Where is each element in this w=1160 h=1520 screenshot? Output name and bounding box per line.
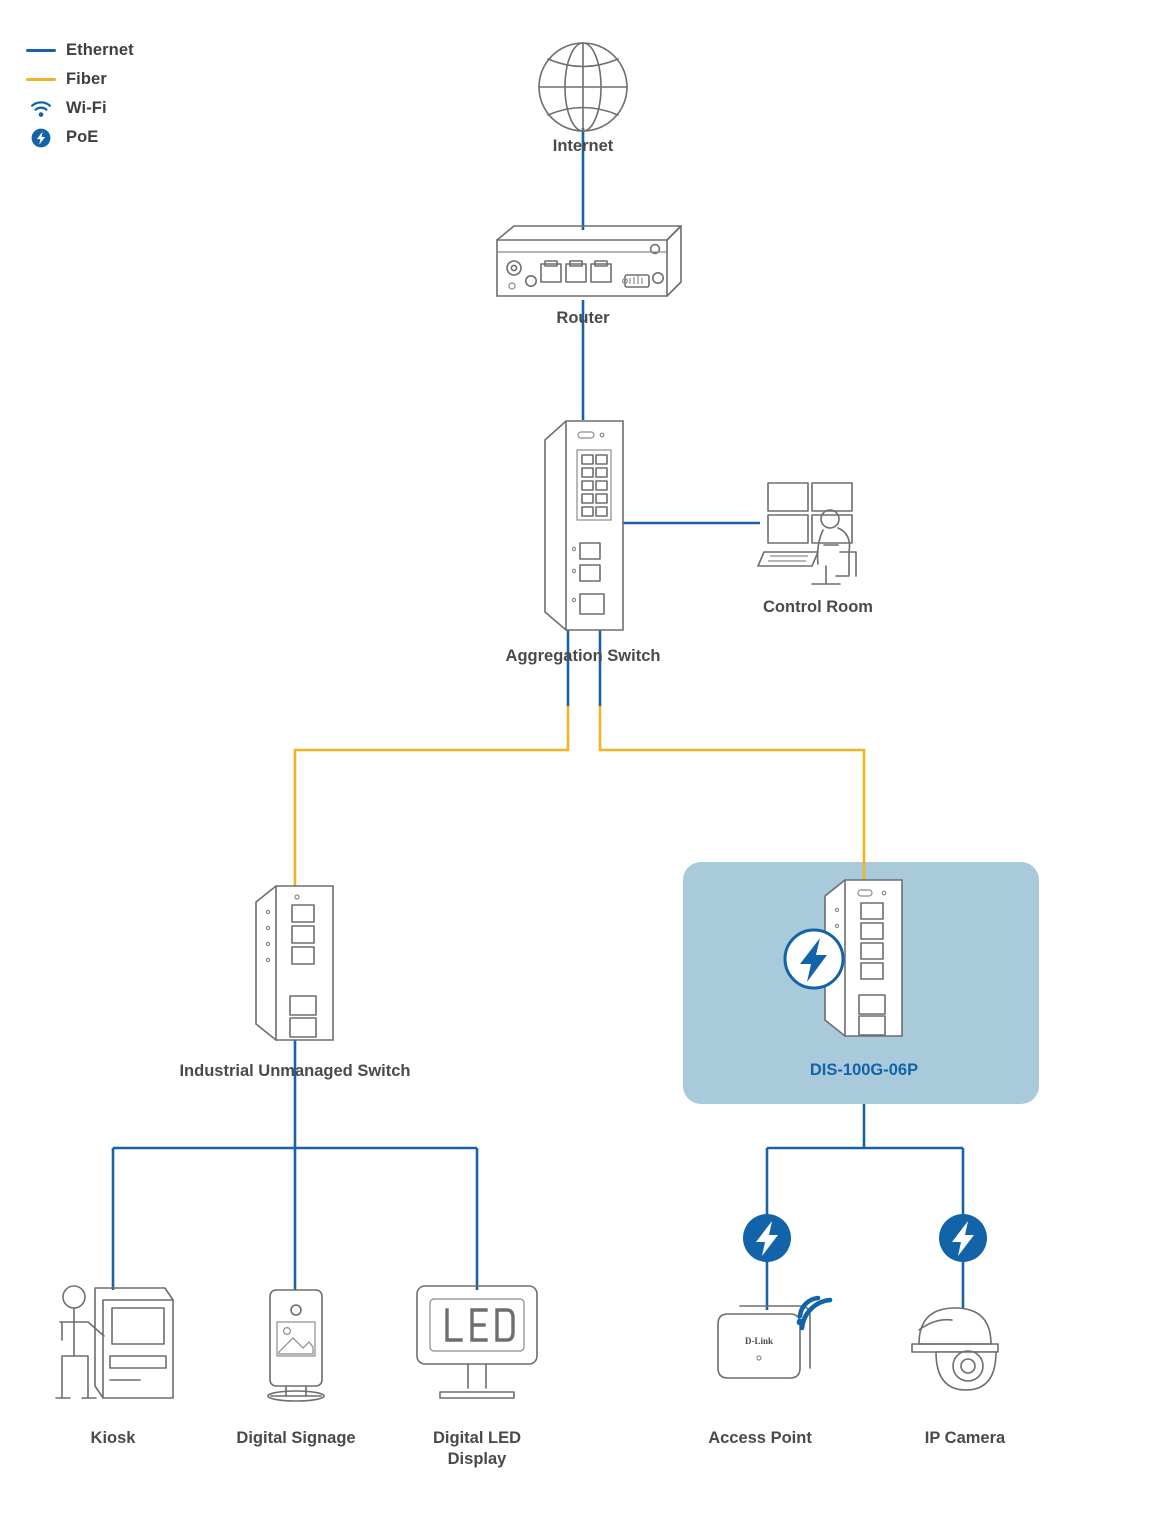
ip-camera-icon: [912, 1214, 998, 1390]
label-digital-signage: Digital Signage: [236, 1429, 356, 1447]
dis-100g-06p-switch-icon: [785, 880, 902, 1036]
control-room-icon: [758, 483, 856, 584]
label-aggregation-switch: Aggregation Switch: [505, 647, 661, 665]
aggregation-switch-icon: [545, 421, 623, 630]
kiosk-icon: [56, 1286, 173, 1398]
label-control-room: Control Room: [763, 598, 873, 616]
legend-label-fiber: Fiber: [66, 70, 107, 88]
access-point-brand-label: D-Link: [744, 1336, 774, 1346]
label-router: Router: [556, 309, 610, 327]
digital-signage-icon: [268, 1290, 324, 1401]
legend-label-wifi: Wi-Fi: [66, 99, 107, 117]
label-internet: Internet: [552, 137, 614, 155]
label-kiosk: Kiosk: [90, 1429, 136, 1447]
wifi-icon: [800, 1298, 830, 1328]
poe-bolt-icon: [939, 1214, 987, 1262]
label-digital-led-display: [387, 1428, 567, 1469]
label-access-point: Access Point: [708, 1429, 812, 1447]
legend-label-ethernet: Ethernet: [66, 41, 134, 59]
access-point-icon: [718, 1214, 830, 1378]
router-icon: [497, 226, 681, 296]
poe-bolt-icon: [743, 1214, 791, 1262]
unmanaged-switch-icon: [256, 886, 333, 1040]
label-unmanaged-switch: Industrial Unmanaged Switch: [179, 1062, 411, 1080]
poe-bolt-icon: [785, 930, 843, 988]
legend-label-poe: PoE: [66, 128, 99, 146]
internet-globe-icon: [539, 43, 627, 131]
digital-led-display-icon: [417, 1286, 537, 1398]
label-ip-camera: IP Camera: [924, 1429, 1006, 1447]
label-digital-led-display-line2: Display: [447, 1449, 507, 1468]
label-digital-led-display-line1: Digital LED: [432, 1429, 521, 1447]
label-dis-100g-06p: DIS-100G-06P: [809, 1061, 919, 1079]
